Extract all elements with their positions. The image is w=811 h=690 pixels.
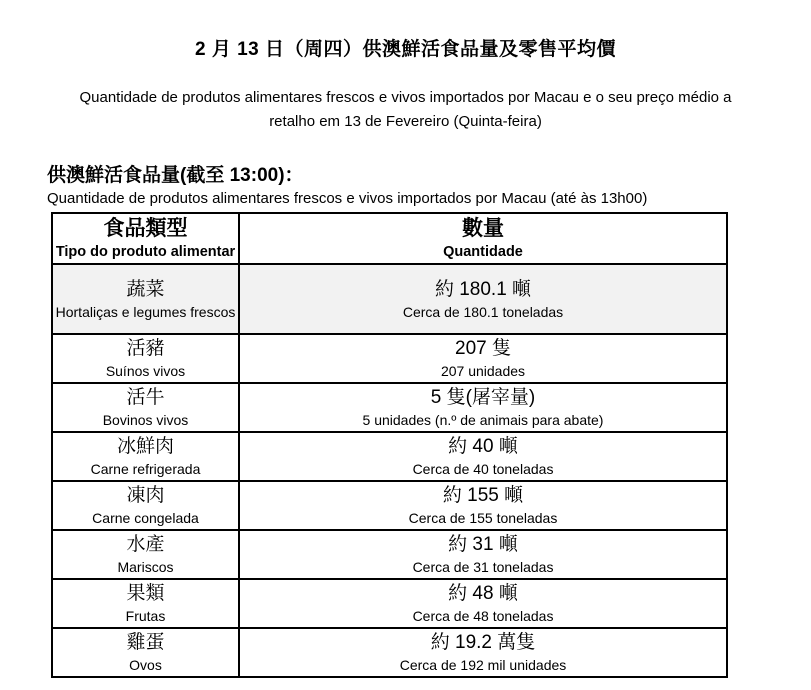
table-header-row [52, 213, 727, 264]
quantity-cell [239, 432, 727, 481]
table-row [52, 264, 727, 334]
quantity-pt: Cerca de 48 toneladas [412, 608, 554, 624]
quantity-cell [239, 481, 727, 530]
header-cell-quantity [239, 213, 727, 264]
product-type-cell [52, 432, 239, 481]
supply-quantity-table [51, 212, 728, 678]
quantity-zh: 207 隻 [455, 338, 511, 359]
table-row [52, 481, 727, 530]
product-type-pt: Hortaliças e legumes frescos [55, 303, 236, 320]
product-type-pt: Mariscos [117, 559, 174, 575]
product-type-zh: 雞蛋 [126, 632, 165, 653]
product-type-zh: 蔬菜 [126, 278, 165, 300]
quantity-cell [239, 530, 727, 579]
product-type-pt: Frutas [125, 608, 166, 624]
quantity-zh: 約 180.1 噸 [434, 278, 532, 300]
product-type-pt: Carne congelada [92, 510, 199, 526]
table-row [52, 628, 727, 677]
quantity-cell [239, 383, 727, 432]
product-type-cell [52, 264, 239, 334]
quantity-cell [239, 334, 727, 383]
product-type-cell [52, 530, 239, 579]
product-type-zh: 冰鮮肉 [116, 436, 174, 457]
table-row [52, 579, 727, 628]
product-type-pt: Suínos vivos [105, 363, 186, 379]
page-subtitle: Quantidade de produtos alimentares frescos e vivos importados por Macau e o seu preço médio a retalho em 13 de Fevereiro (Quinta-feira) [79, 89, 732, 130]
quantity-pt: 207 unidades [440, 363, 526, 379]
quantity-zh: 5 隻(屠宰量) [430, 387, 536, 408]
product-type-cell [52, 383, 239, 432]
quantity-pt: Cerca de 40 toneladas [412, 461, 554, 477]
quantity-zh: 約 19.2 萬隻 [430, 632, 536, 653]
product-type-zh: 果類 [126, 583, 165, 604]
table-row [52, 383, 727, 432]
product-type-zh: 活豬 [126, 338, 165, 359]
table-row [52, 530, 727, 579]
quantity-cell [239, 264, 727, 334]
quantity-pt: Cerca de 31 toneladas [412, 559, 554, 575]
product-type-pt: Ovos [129, 657, 162, 673]
header-product-type-zh: 食品類型 [103, 217, 188, 240]
quantity-cell [239, 579, 727, 628]
quantity-pt: 5 unidades (n.º de animais para abate) [362, 412, 604, 428]
header-quantity-pt: Quantidade [443, 244, 523, 260]
product-type-pt: Carne refrigerada [90, 461, 201, 477]
header-quantity-zh: 數量 [462, 217, 504, 240]
header-product-type-pt: Tipo do produto alimentar [55, 244, 236, 260]
quantity-pt: Cerca de 192 mil unidades [399, 657, 567, 673]
quantity-zh: 約 48 噸 [448, 583, 518, 604]
section-heading-pt: Quantidade de produtos alimentares frescos e vivos importados por Macau (até às 13h00) [47, 190, 648, 207]
header-cell-product-type [52, 213, 239, 264]
product-type-zh: 水產 [126, 534, 165, 555]
product-type-cell [52, 628, 239, 677]
quantity-pt: Cerca de 155 toneladas [408, 510, 558, 526]
product-type-cell [52, 334, 239, 383]
page-title: 2 月 13 日（周四）供澳鮮活食品量及零售平均價 [194, 39, 617, 60]
table-row [52, 432, 727, 481]
quantity-zh: 約 40 噸 [448, 436, 518, 457]
product-type-cell [52, 481, 239, 530]
section-heading-zh: 供澳鮮活食品量(截至 13:00)： [47, 165, 304, 186]
product-type-zh: 凍肉 [126, 485, 165, 506]
quantity-pt: Cerca de 180.1 toneladas [402, 303, 564, 320]
quantity-zh: 約 31 噸 [448, 534, 518, 555]
table-row [52, 334, 727, 383]
quantity-cell [239, 628, 727, 677]
product-type-cell [52, 579, 239, 628]
product-type-pt: Bovinos vivos [102, 412, 189, 428]
quantity-zh: 約 155 噸 [442, 485, 524, 506]
product-type-zh: 活牛 [126, 387, 165, 408]
